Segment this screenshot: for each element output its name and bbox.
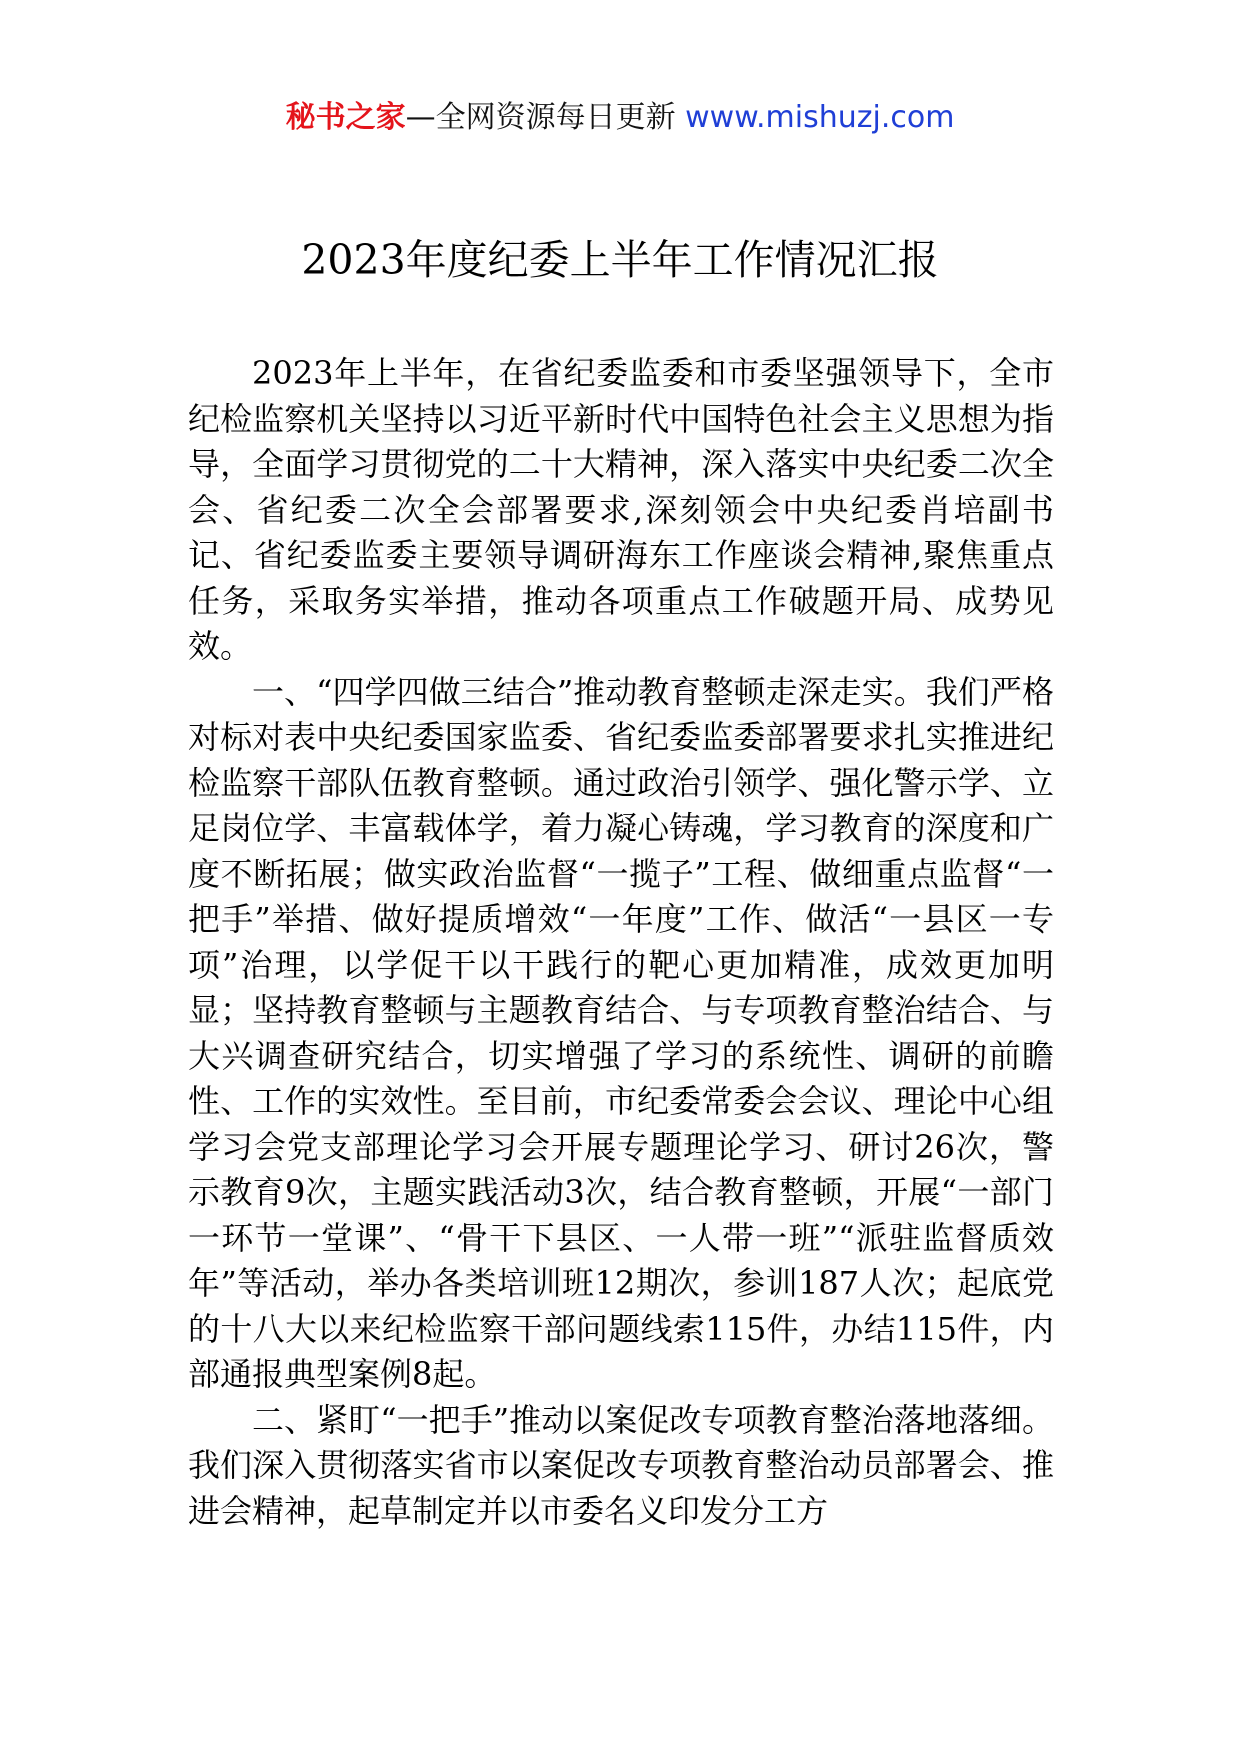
brand-name: 秘书之家 (285, 100, 406, 135)
site-banner (0, 98, 1240, 138)
site-url-link[interactable]: www.mishuzj.com (685, 100, 955, 135)
banner-slogan: —全网资源每日更新 (405, 100, 676, 135)
section-two-paragraph: 二、紧盯“一把手”推动以案促改专项教育整治落地落细。我们深入贯彻落实省市以案促改专项教育整治动员部署会、推进会精神，起草制定并以市委名义印发分工方 (188, 1400, 1054, 1530)
intro-paragraph: 2023年上半年，在省纪委监委和市委坚强领导下，全市纪检监察机关坚持以习近平新时代中国特色社会主义思想为指导，全面学习贯彻党的二十大精神，深入落实中央纪委二次全会、省纪委二次全会部署要求,深刻领会中央纪委肖培副书记、省纪委监委主要领导调研海东工作座谈会精神,聚焦重点任务，采取务实举措，推动各项重点工作破题开局、成势见效。 (188, 354, 1054, 665)
section-one-paragraph: 一、“四学四做三结合”推动教育整顿走深走实。我们严格对标对表中央纪委国家监委、省纪委监委部署要求扎实推进纪检监察干部队伍教育整顿。通过政治引领学、强化警示学、立足岗位学、丰富载体学，着力凝心铸魂，学习教育的深度和广度不断拓展；做实政治监督“一揽子”工程、做细重点监督“一把手”举措、做好提质增效“一年度”工作、做活“一县区一专项”治理，以学促干以干践行的靶心更加精准，成效更加明显；坚持教育整顿与主题教育结合、与专项教育整治结合、与大兴调查研究结合，切实增强了学习的系统性、调研的前瞻性、工作的实效性。至目前，市纪委常委会会议、理论中心组学习会党支部理论学习会开展专题理论学习、研讨26次，警示教育9次，主题实践活动3次，结合教育整顿，开展“一部门一环节一堂课”、“骨干下县区、一人带一班”“派驻监督质效年”等活动，举办各类培训班12期次，参训187人次；起底党的十八大以来纪检监察干部问题线索115件，办结115件，内部通报典型案例8起。 (188, 672, 1054, 1393)
document-body (188, 351, 1054, 1534)
document-title: 2023年度纪委上半年工作情况汇报 (301, 236, 939, 284)
